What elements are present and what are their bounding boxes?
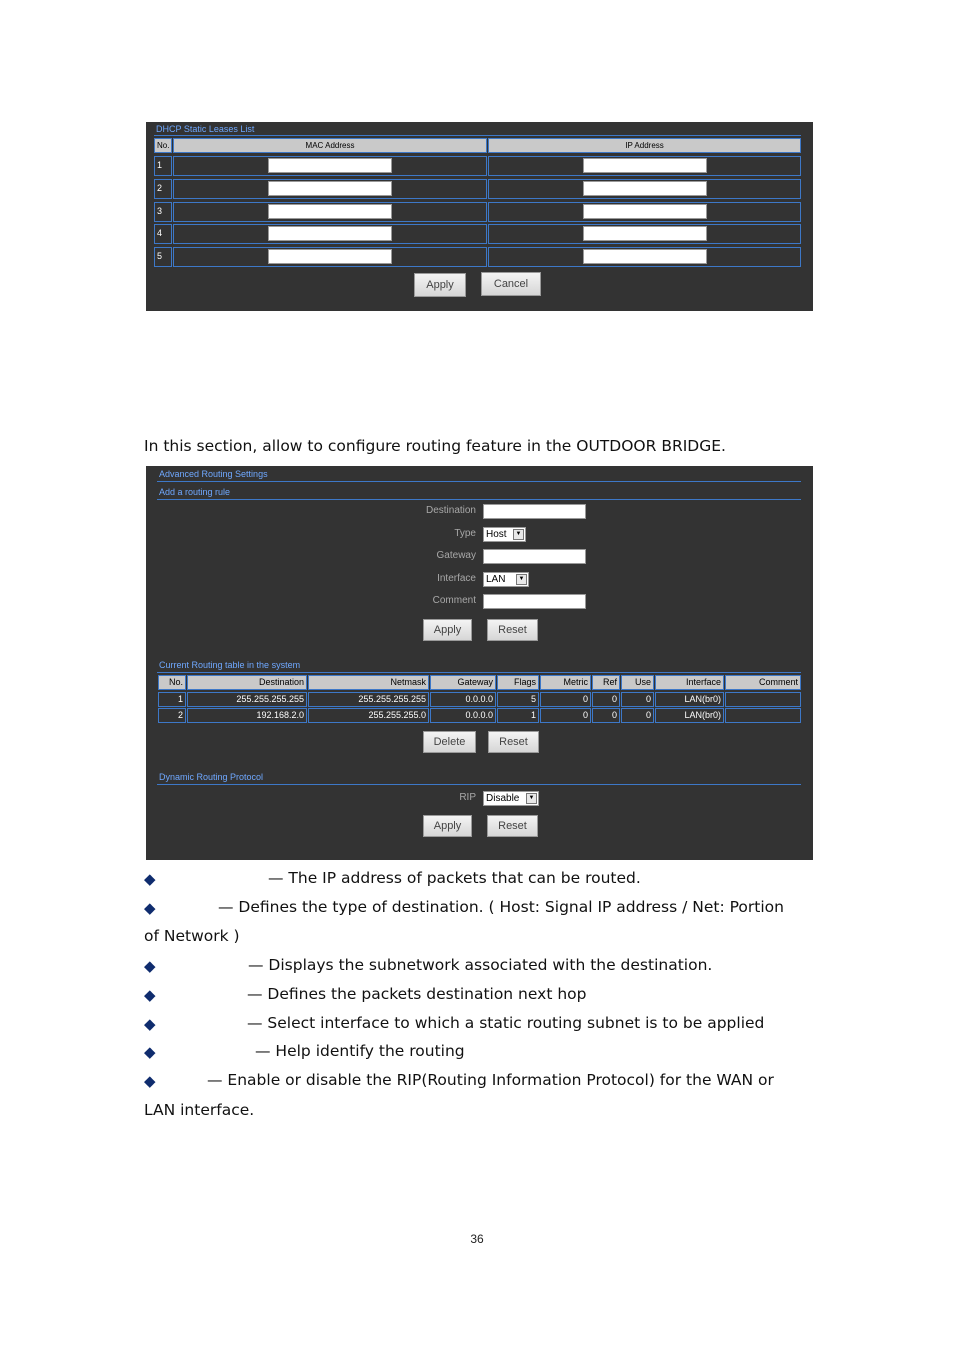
dhcp-row-3-ip-input[interactable]: [583, 204, 707, 219]
routing-title-divider: [157, 481, 801, 482]
gateway-label: Gateway: [436, 550, 476, 561]
dhcp-row-2-ip-input[interactable]: [583, 181, 707, 196]
table-row-2-ref: 0: [592, 708, 620, 723]
bullet-type-cont: of Network ): [144, 927, 240, 945]
table-row-1-metric: 0: [540, 692, 591, 707]
dhcp-row-4-mac-input[interactable]: [268, 226, 392, 241]
rip-label: RIP: [459, 792, 476, 803]
dhcp-row-4-ip-input[interactable]: [583, 226, 707, 241]
dhcp-row-3-mac-input[interactable]: [268, 204, 392, 219]
table-row-1-gateway: 0.0.0.0: [430, 692, 496, 707]
chevron-down-icon: ▼: [513, 529, 524, 540]
routing-table-reset-button[interactable]: Reset: [488, 731, 539, 753]
diamond-bullet-icon: ◆: [144, 986, 156, 1004]
table-row-1-comment: [725, 692, 801, 707]
rt-header-gateway: Gateway: [430, 675, 496, 690]
table-row-2-flags: 1: [497, 708, 539, 723]
dhcp-col-no: No.: [154, 138, 172, 153]
diamond-bullet-icon: ◆: [144, 957, 156, 975]
bullet-comment: — Help identify the routing: [255, 1042, 465, 1060]
dhcp-row-4-no: [154, 224, 172, 244]
rt-header-ref: Ref: [592, 675, 620, 690]
dhcp-row-number: 5: [157, 251, 163, 261]
table-row-2-netmask: 255.255.255.0: [308, 708, 429, 723]
diamond-bullet-icon: ◆: [144, 1015, 156, 1033]
dhcp-row-5-ip-input[interactable]: [583, 249, 707, 264]
dhcp-row-1-no: [154, 156, 172, 176]
dhcp-row-5-no: [154, 247, 172, 267]
bullet-type: — Defines the type of destination. ( Host: Signal IP address / Net: Portion: [218, 898, 784, 916]
comment-input[interactable]: [483, 594, 586, 609]
rt-header-comment: Comment: [725, 675, 801, 690]
bullet-interface: — Select interface to which a static routing subnet is to be applied: [247, 1014, 765, 1032]
table-row-1-use: 0: [621, 692, 654, 707]
rt-header-destination: Destination: [187, 675, 307, 690]
intro-text: In this section, allow to configure routing feature in the OUTDOOR BRIDGE.: [144, 437, 726, 455]
gateway-input[interactable]: [483, 549, 586, 564]
dhcp-row-1-ip-input[interactable]: [583, 158, 707, 173]
table-row-1-flags: 5: [497, 692, 539, 707]
rt-header-interface: Interface: [655, 675, 724, 690]
dhcp-panel-title: DHCP Static Leases List: [156, 124, 255, 134]
dhcp-row-2-no: [154, 179, 172, 199]
table-row-1-netmask: 255.255.255.255: [308, 692, 429, 707]
rt-header-use: Use: [621, 675, 654, 690]
table-row-1-destination: 255.255.255.255: [187, 692, 307, 707]
dhcp-apply-button[interactable]: Apply: [414, 273, 466, 297]
advanced-routing-panel: [146, 466, 813, 860]
page-number: 36: [470, 1232, 484, 1246]
chevron-down-icon: ▼: [516, 574, 527, 585]
bullet-rip: — Enable or disable the RIP(Routing Information Protocol) for the WAN or: [207, 1071, 774, 1089]
dhcp-col-ip: IP Address: [488, 138, 801, 153]
rip-apply-button[interactable]: Apply: [423, 815, 472, 837]
add-rule-reset-button[interactable]: Reset: [487, 619, 538, 641]
table-row-1-no: 1: [158, 692, 186, 707]
destination-input[interactable]: [483, 504, 586, 519]
table-row-1-interface: LAN(br0): [655, 692, 724, 707]
interface-select[interactable]: [483, 572, 529, 587]
add-rule-divider: [157, 499, 801, 500]
add-rule-title: Add a routing rule: [159, 487, 231, 497]
rt-header-flags: Flags: [497, 675, 539, 690]
diamond-bullet-icon: ◆: [144, 870, 156, 888]
table-row-2-metric: 0: [540, 708, 591, 723]
rip-reset-button[interactable]: Reset: [487, 815, 538, 837]
rip-select-value: Disable: [486, 793, 520, 804]
dynamic-routing-divider: [157, 784, 801, 785]
dhcp-row-5-mac-input[interactable]: [268, 249, 392, 264]
dhcp-row-number: 4: [157, 228, 163, 238]
table-row-1-ref: 0: [592, 692, 620, 707]
rip-select[interactable]: [483, 791, 539, 806]
routing-panel-title: Advanced Routing Settings: [159, 469, 268, 479]
table-row-2-comment: [725, 708, 801, 723]
comment-label: Comment: [432, 595, 476, 606]
routing-delete-button[interactable]: Delete: [423, 731, 476, 753]
routing-table-divider: [157, 672, 801, 673]
chevron-down-icon: ▼: [526, 793, 537, 804]
destination-label: Destination: [425, 505, 476, 516]
routing-table-title: Current Routing table in the system: [159, 660, 301, 670]
dhcp-cancel-button[interactable]: Cancel: [481, 272, 541, 296]
dhcp-col-mac: MAC Address: [173, 138, 487, 153]
table-row-2-destination: 192.168.2.0: [187, 708, 307, 723]
rt-header-netmask: Netmask: [308, 675, 429, 690]
type-select[interactable]: [483, 527, 526, 542]
dhcp-static-leases-panel: [146, 122, 813, 311]
dhcp-row-3-no: [154, 202, 172, 222]
dhcp-row-number: 3: [157, 206, 163, 216]
table-row-2-no: 2: [158, 708, 186, 723]
rt-header-no: No.: [158, 675, 186, 690]
type-select-value: Host: [486, 529, 507, 540]
routing-table: [158, 675, 801, 725]
add-rule-apply-button[interactable]: Apply: [423, 619, 472, 641]
dhcp-row-number: 2: [157, 183, 163, 193]
dynamic-routing-title: Dynamic Routing Protocol: [159, 772, 264, 782]
bullet-destination: — The IP address of packets that can be routed.: [268, 869, 641, 887]
table-row-2-gateway: 0.0.0.0: [430, 708, 496, 723]
table-row-2-interface: LAN(br0): [655, 708, 724, 723]
bullet-netmask: — Displays the subnetwork associated with the destination.: [248, 956, 713, 974]
diamond-bullet-icon: ◆: [144, 899, 156, 917]
rt-header-metric: Metric: [540, 675, 591, 690]
interface-select-value: LAN: [486, 574, 506, 585]
dhcp-title-divider: [154, 135, 801, 136]
dhcp-row-1-mac-input[interactable]: [268, 158, 392, 173]
bullet-gateway: — Defines the packets destination next hop: [247, 985, 587, 1003]
dhcp-row-number: 1: [157, 160, 163, 170]
interface-label: Interface: [437, 573, 476, 584]
table-row-2-use: 0: [621, 708, 654, 723]
type-label: Type: [454, 528, 476, 539]
bullet-rip-cont: LAN interface.: [144, 1101, 255, 1119]
diamond-bullet-icon: ◆: [144, 1072, 156, 1090]
diamond-bullet-icon: ◆: [144, 1043, 156, 1061]
dhcp-row-2-mac-input[interactable]: [268, 181, 392, 196]
